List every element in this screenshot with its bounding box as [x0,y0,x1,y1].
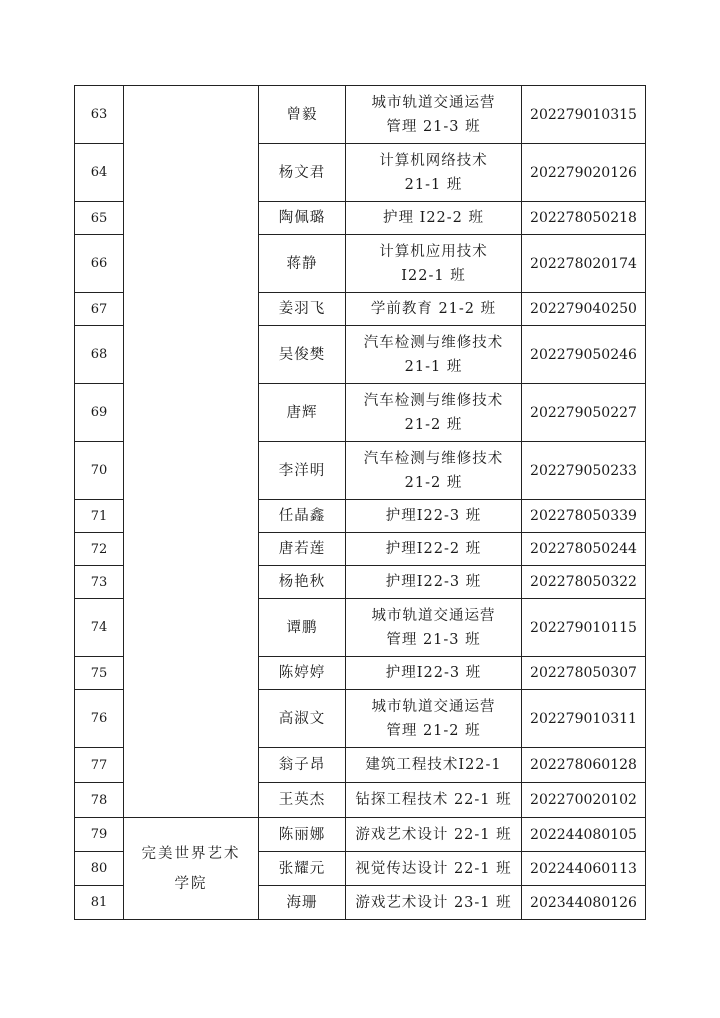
class-cell [346,748,522,783]
student-name: 陶佩璐 [259,202,346,235]
class-cell [346,818,522,852]
student-id: 202279050233 [522,442,646,500]
class-name-line2: 21-2 班 [404,416,463,433]
class-name-line1: 护理 I22-2 班 [382,210,485,226]
class-name-line1: 建筑工程技术Ⅰ22-1 [365,757,502,773]
class-name-line1: 护理Ⅰ22-3 班 [385,665,482,681]
class-cell [346,852,522,886]
student-name: 陈丽娜 [259,818,346,852]
class-name-line2: 21-2 班 [404,474,463,491]
row-number: 64 [75,144,124,202]
class-name-line2: Ⅰ22-1 班 [401,267,466,284]
class-cell [346,86,522,144]
row-number: 70 [75,442,124,500]
class-name-line1: 城市轨道交通运营 [371,94,496,111]
row-number: 77 [75,748,124,783]
class-cell [346,442,522,500]
row-number: 66 [75,235,124,293]
student-name: 任晶鑫 [259,500,346,533]
student-name: 张耀元 [259,852,346,886]
college-name-line2: 学院 [174,875,208,892]
student-name: 高淑文 [259,690,346,748]
student-name: 杨艳秋 [259,566,346,599]
class-name-line1: 游戏艺术设计 23-1 班 [355,894,512,911]
student-id: 202278060128 [522,748,646,783]
student-id: 202279010311 [522,690,646,748]
college-cell [124,86,259,818]
college-name-line1: 完美世界艺术 [141,845,241,862]
student-name: 海珊 [259,886,346,920]
class-name-line1: 汽车检测与维修技术 [363,334,504,351]
college-cell [124,818,259,920]
row-number: 72 [75,533,124,566]
class-cell [346,326,522,384]
student-id: 202279050227 [522,384,646,442]
student-roster-table [74,85,646,920]
student-id: 202278050218 [522,202,646,235]
row-number: 76 [75,690,124,748]
student-id: 202244080105 [522,818,646,852]
student-name: 李洋明 [259,442,346,500]
row-number: 67 [75,293,124,326]
row-number: 74 [75,599,124,657]
student-name: 王英杰 [259,783,346,818]
row-number: 68 [75,326,124,384]
class-name-line1: 学前教育 21-2 班 [370,301,497,317]
student-id: 202244060113 [522,852,646,886]
row-number: 79 [75,818,124,852]
class-cell [346,599,522,657]
row-number: 71 [75,500,124,533]
class-name-line1: 护理Ⅰ22-3 班 [385,508,482,524]
row-number: 69 [75,384,124,442]
class-cell [346,783,522,818]
class-name-line1: 游戏艺术设计 22-1 班 [355,826,512,843]
class-name-line1: 视觉传达设计 22-1 班 [355,860,512,877]
class-name-line2: 21-1 班 [404,358,463,375]
class-cell [346,533,522,566]
student-id: 202279010315 [522,86,646,144]
class-name-line1: 城市轨道交通运营 [371,607,496,624]
student-id: 202344080126 [522,886,646,920]
student-name: 杨文君 [259,144,346,202]
class-cell [346,293,522,326]
class-cell [346,235,522,293]
class-cell [346,144,522,202]
class-name-line1: 钻探工程技术 22-1 班 [355,792,512,808]
class-name-line2: 管理 21-2 班 [386,722,481,739]
student-name: 吴俊樊 [259,326,346,384]
row-number: 75 [75,657,124,690]
class-cell [346,690,522,748]
class-name-line1: 城市轨道交通运营 [371,698,496,715]
row-number: 78 [75,783,124,818]
class-cell [346,202,522,235]
student-name: 谭鹏 [259,599,346,657]
student-id: 202279010115 [522,599,646,657]
class-cell [346,657,522,690]
student-id: 202279040250 [522,293,646,326]
row-number: 65 [75,202,124,235]
student-name: 曾毅 [259,86,346,144]
student-name: 唐辉 [259,384,346,442]
student-id: 202278020174 [522,235,646,293]
class-cell [346,886,522,920]
student-id: 202278050307 [522,657,646,690]
student-name: 蒋静 [259,235,346,293]
class-cell [346,500,522,533]
class-name-line2: 管理 21-3 班 [386,118,481,135]
class-cell [346,566,522,599]
class-name-line2: 管理 21-3 班 [386,631,481,648]
class-cell [346,384,522,442]
student-name: 陈婷婷 [259,657,346,690]
student-id: 202278050322 [522,566,646,599]
row-number: 81 [75,886,124,920]
row-number: 73 [75,566,124,599]
student-id: 202278050244 [522,533,646,566]
student-name: 翁子昂 [259,748,346,783]
class-name-line1: 汽车检测与维修技术 [363,392,504,409]
row-number: 80 [75,852,124,886]
student-id: 202278050339 [522,500,646,533]
row-number: 63 [75,86,124,144]
class-name-line2: 21-1 班 [404,176,463,193]
roster-body [75,86,646,920]
class-name-line1: 护理Ⅰ22-3 班 [385,574,482,590]
class-name-line1: 计算机应用技术 [379,243,488,260]
class-name-line1: 计算机网络技术 [379,152,488,169]
class-name-line1: 护理Ⅰ22-2 班 [385,541,482,557]
student-id: 202279020126 [522,144,646,202]
student-id: 202270020102 [522,783,646,818]
student-name: 姜羽飞 [259,293,346,326]
student-id: 202279050246 [522,326,646,384]
table-row [75,818,646,852]
student-name: 唐若莲 [259,533,346,566]
class-name-line1: 汽车检测与维修技术 [363,450,504,467]
table-row [75,86,646,144]
